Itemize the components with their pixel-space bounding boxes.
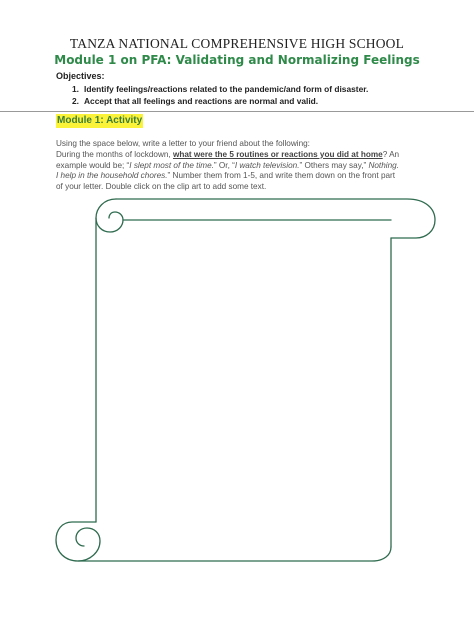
instruction-text: ” Number them from 1-5, and write them down on the front part [167,171,396,181]
objective-number: 2. [72,96,79,106]
objective-number: 1. [72,84,79,94]
objectives-label: Objectives: [56,71,105,81]
instruction-emphasis: what were the 5 routines or reactions you did at home [172,149,383,159]
instruction-line [56,161,428,172]
section-divider [0,111,474,112]
scroll-top-left-curl [96,199,123,232]
instruction-text: During the months of lockdown, [56,149,173,159]
instruction-line [56,150,428,161]
example-text: I watch television. [234,160,300,170]
objectives-list [56,83,368,107]
instruction-text: ? An [382,149,400,159]
scroll-clip-art[interactable] [54,195,444,585]
school-name: TANZA NATIONAL COMPREHENSIVE HIGH SCHOOL [69,36,405,51]
activity-instructions [56,139,428,193]
objective-text: Accept that all feelings and reactions are normal and valid. [84,96,319,106]
instruction-line [56,171,428,182]
objective-item [56,83,368,95]
instruction-text: Using the space below, write a letter to your friend about the following: [56,139,310,148]
objective-item [56,95,368,107]
instruction-text: ” Others may say,” [299,160,369,170]
instruction-text: ” Or, “ [213,160,235,170]
scroll-bottom-left-curl [76,528,100,561]
instruction-line [56,139,428,150]
module-title: Module 1 on PFA: Validating and Normalizing Feelings [54,53,420,67]
scroll-top-roll [116,199,435,238]
activity-heading: Module 1: Activity [57,115,143,126]
example-text: I help in the household chores. [56,171,168,181]
example-text: Nothing. [368,160,399,170]
scroll-bottom-roll [56,522,391,561]
instruction-line [56,182,428,193]
example-text: I slept most of the time. [129,160,214,170]
instruction-text: example would be; “ [56,160,130,170]
objective-text: Identify feelings/reactions related to the pandemic/and form of disaster. [84,84,369,94]
instruction-text: of your letter. Double click on the clip art to add some text. [56,182,267,192]
